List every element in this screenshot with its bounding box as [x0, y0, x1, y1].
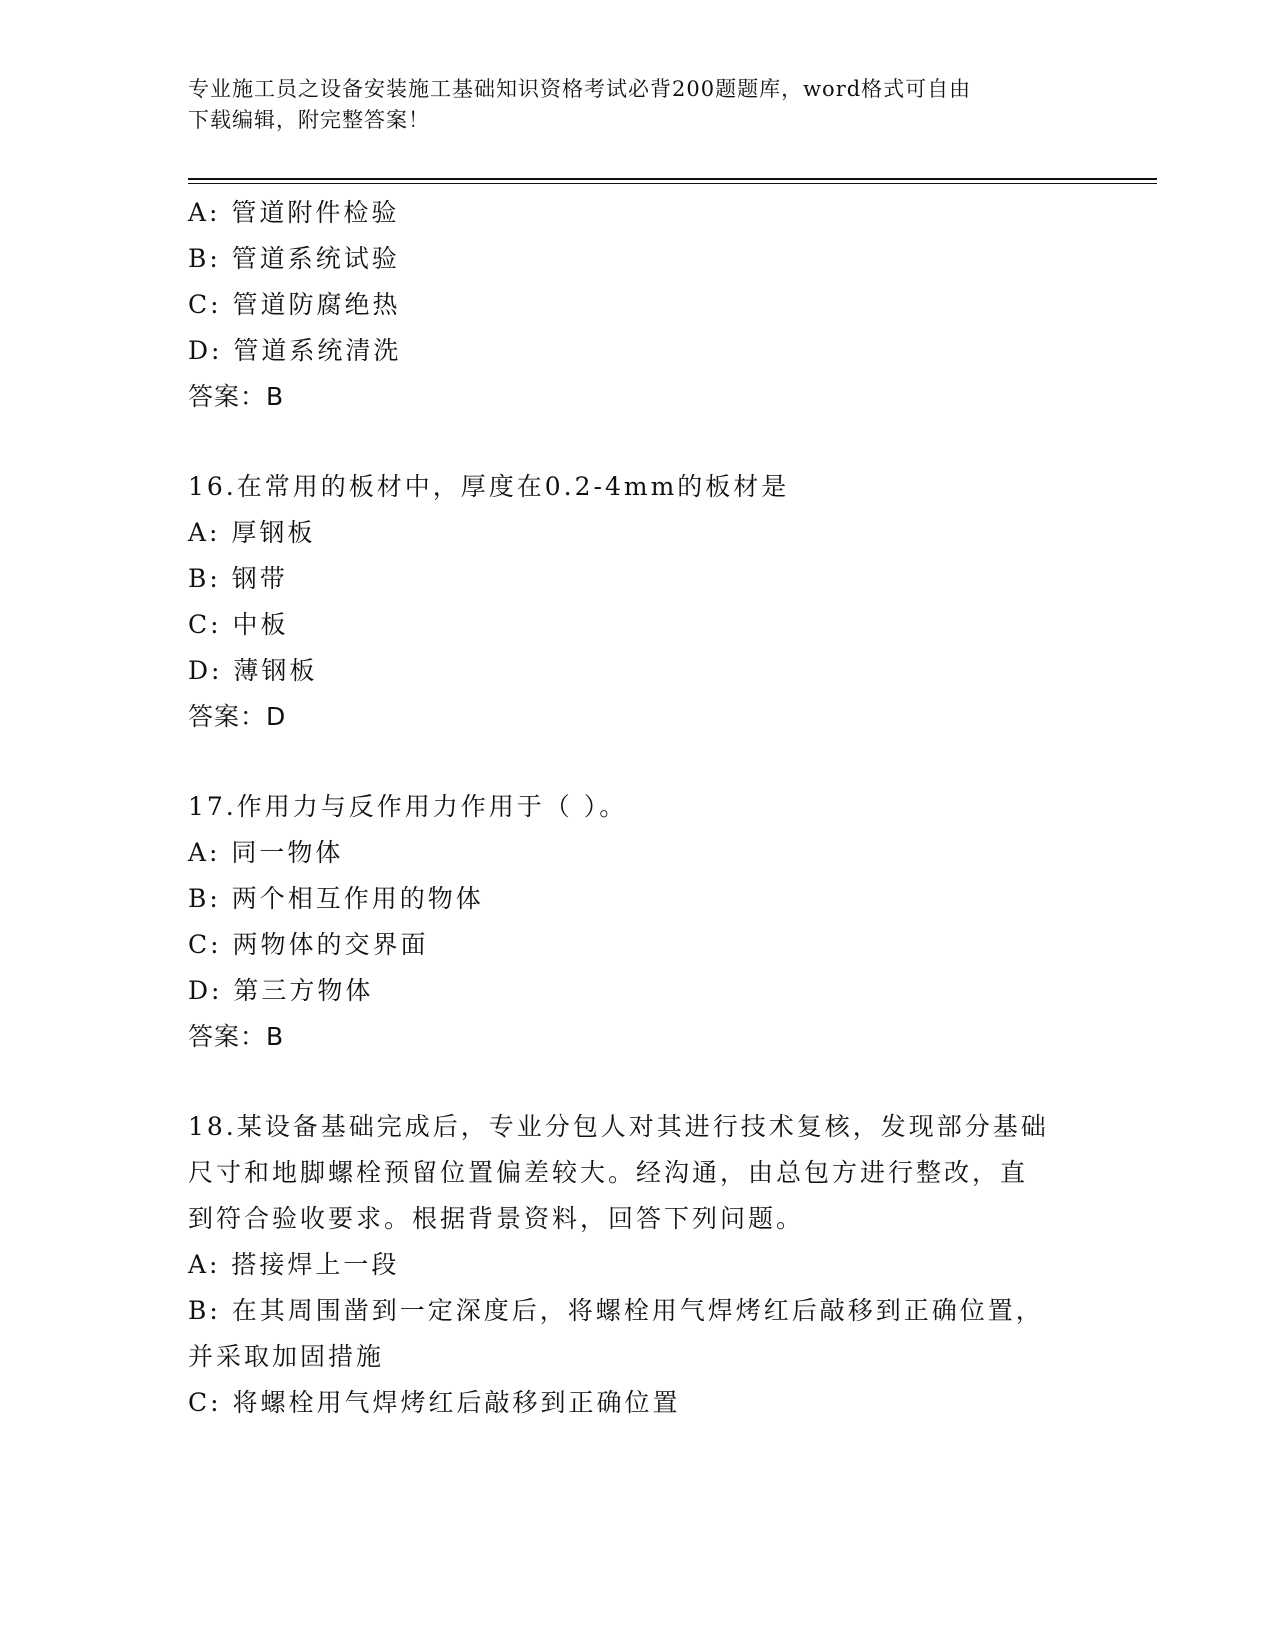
answer-line: 答案：B	[188, 382, 285, 411]
header-divider-thick	[188, 178, 1157, 180]
option-c: C: 管道防腐绝热	[188, 290, 401, 319]
question-15	[188, 190, 1088, 420]
question-18	[188, 1104, 1088, 1426]
option-b: B: 两个相互作用的物体	[188, 884, 484, 913]
spacer	[188, 740, 1088, 784]
option-b: B: 管道系统试验	[188, 244, 400, 273]
question-17	[188, 784, 1088, 1060]
question-text-line-3: 到符合验收要求。根据背景资料，回答下列问题。	[188, 1204, 805, 1233]
header-divider-thin	[188, 183, 1157, 184]
option-d: D: 第三方物体	[188, 976, 374, 1005]
spacer	[188, 420, 1088, 464]
spacer	[188, 1060, 1088, 1104]
option-d: D: 管道系统清洗	[188, 336, 402, 365]
question-list	[188, 190, 1088, 1426]
document-header	[188, 74, 1068, 136]
question-text: 16.在常用的板材中，厚度在0.2-4mm的板材是	[188, 472, 790, 501]
option-a: A: 管道附件检验	[188, 198, 400, 227]
question-text: 17.作用力与反作用力作用于（ ）。	[188, 792, 628, 821]
question-text-line-1: 18.某设备基础完成后，专业分包人对其进行技术复核，发现部分基础	[188, 1112, 1049, 1141]
option-d: D: 薄钢板	[188, 656, 318, 685]
option-c: C: 中板	[188, 610, 289, 639]
answer-line: 答案：D	[188, 702, 287, 731]
option-b: B: 钢带	[188, 564, 288, 593]
header-line-2: 下载编辑，附完整答案！	[188, 108, 430, 132]
question-text-line-2: 尺寸和地脚螺栓预留位置偏差较大。经沟通，由总包方进行整改，直	[188, 1158, 1029, 1187]
question-16	[188, 464, 1088, 740]
option-c: C: 两物体的交界面	[188, 930, 429, 959]
option-a: A: 搭接焊上一段	[188, 1250, 400, 1279]
header-line-1: 专业施工员之设备安装施工基础知识资格考试必背200题题库，word格式可自由	[188, 77, 972, 101]
option-a: A: 厚钢板	[188, 518, 316, 547]
option-b-continued: 并采取加固措施	[188, 1342, 385, 1371]
option-a: A: 同一物体	[188, 838, 344, 867]
option-c: C: 将螺栓用气焊烤红后敲移到正确位置	[188, 1388, 681, 1417]
option-b: B: 在其周围凿到一定深度后，将螺栓用气焊烤红后敲移到正确位置，	[188, 1296, 1044, 1325]
answer-line: 答案：B	[188, 1022, 285, 1051]
